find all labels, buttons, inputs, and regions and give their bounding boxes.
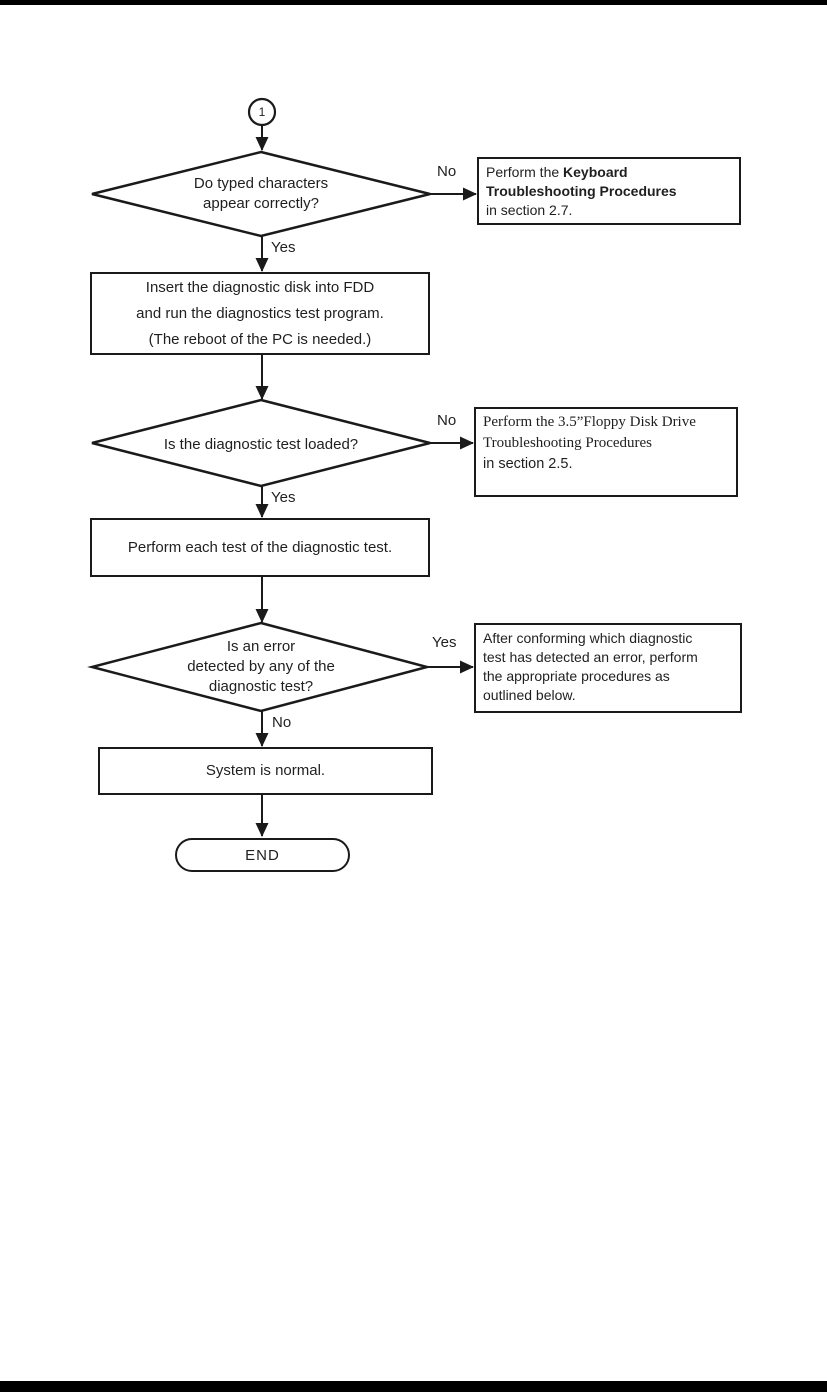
side-box1-bold2: Troubleshooting Procedures — [486, 183, 677, 199]
decision2-line1: Is the diagnostic test loaded? — [163, 436, 359, 453]
decision3-text — [121, 637, 401, 697]
side-box-keyboard-troubleshooting — [477, 157, 741, 225]
side-box3-line3: the appropriate procedures as — [483, 668, 670, 684]
decision3-line3: diagnostic test? — [208, 678, 314, 695]
decision1-yes-label: Yes — [271, 239, 296, 256]
decision1-line2: appear correctly? — [203, 195, 319, 212]
process-system-is-normal — [98, 747, 433, 795]
side-box-fdd-troubleshooting — [474, 407, 738, 497]
process2-line1: Perform each test of the diagnostic test. — [127, 538, 393, 556]
end-terminal-label: END — [245, 846, 280, 864]
decision2-no-label: No — [437, 412, 457, 429]
process-insert-diagnostic-disk — [90, 272, 430, 355]
decision1-line1: Do typed characters — [193, 175, 329, 192]
side-box3-line2: test has detected an error, perform — [483, 649, 698, 665]
side-box2-line3: in section 2.5. — [483, 456, 573, 472]
side-box3-line4: outlined below. — [483, 687, 576, 703]
side-box1-line1 — [486, 163, 732, 182]
end-terminal — [175, 838, 350, 872]
decision3-line1: Is an error — [226, 638, 296, 655]
decision3-yes-label: Yes — [432, 634, 457, 651]
process1-line1: Insert the diagnostic disk into FDD — [145, 278, 375, 296]
process3-line1: System is normal. — [205, 762, 326, 779]
side-box-error-procedures — [474, 623, 742, 713]
process1-line3: (The reboot of the PC is needed.) — [148, 330, 372, 348]
process-perform-each-test — [90, 518, 430, 577]
side-box2-line1: Perform the 3.5”Floppy Disk Drive — [483, 414, 696, 430]
side-box2-line2: Troubleshooting Procedures — [483, 435, 653, 451]
side-box1-bold1: Keyboard — [563, 164, 628, 180]
decision2-yes-label: Yes — [271, 489, 296, 506]
decision3-no-label: No — [272, 714, 292, 731]
decision3-line2: detected by any of the — [187, 658, 335, 675]
side-box1-line3: in section 2.7. — [486, 202, 573, 218]
connector-circle-label: 1 — [258, 105, 266, 119]
decision1-text — [121, 174, 401, 214]
side-box1-prefix: Perform the — [486, 164, 564, 180]
process1-line2: and run the diagnostics test program. — [136, 304, 384, 322]
side-box3-line1: After conforming which diagnostic — [483, 630, 693, 646]
decision2-text — [111, 435, 411, 455]
decision1-no-label: No — [437, 163, 457, 180]
